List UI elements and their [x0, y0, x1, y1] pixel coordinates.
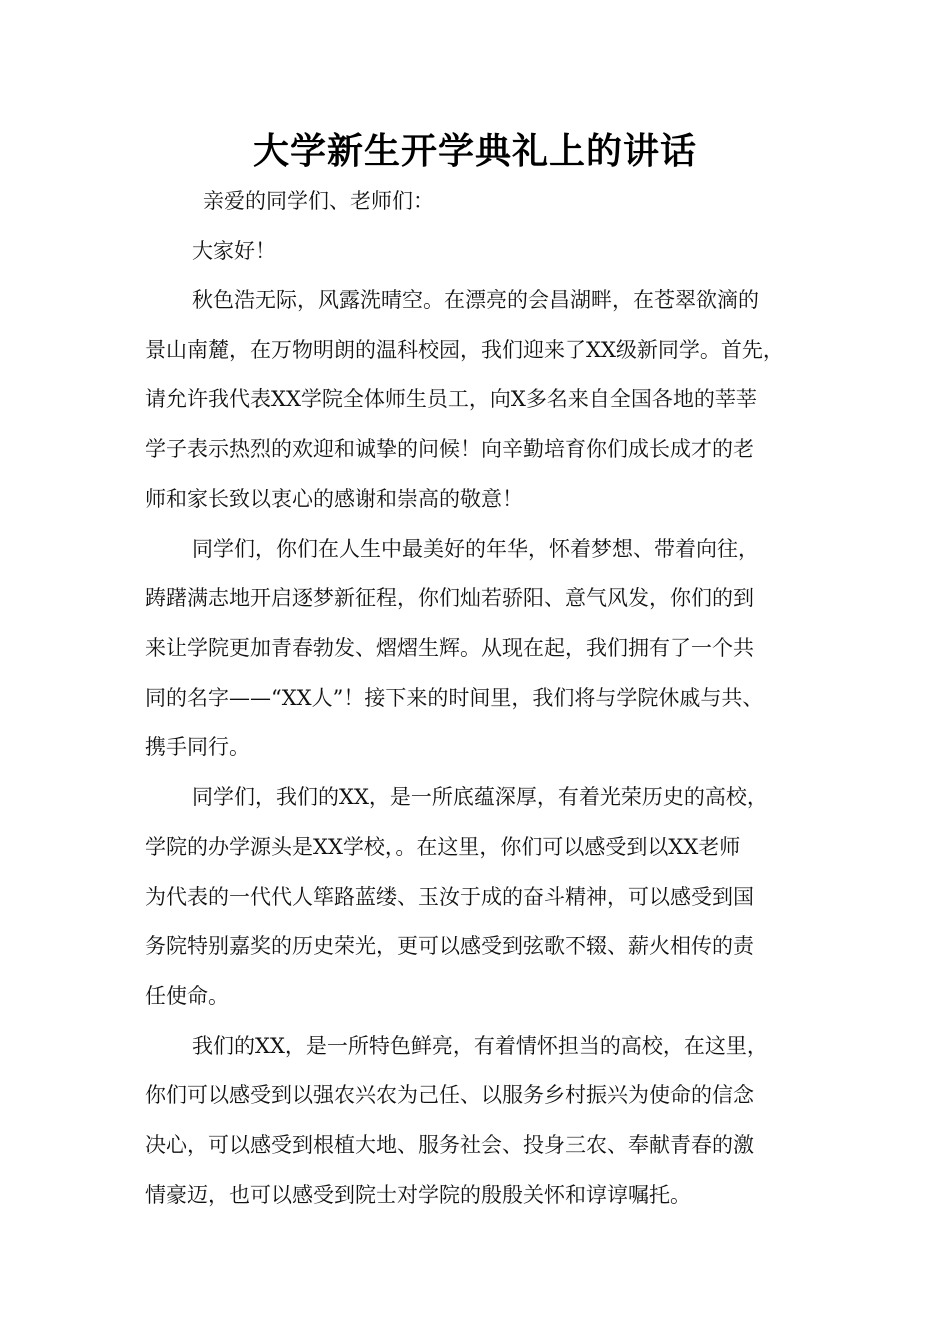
paragraph-1-line-2: 景山南麓，在万物明朗的温科校园，我们迎来了XX级新同学。首先，: [145, 338, 784, 362]
paragraph-1-line-1: 秋色浩无际，风露洗晴空。在漂亮的会昌湖畔，在苍翠欲滴的: [192, 288, 759, 312]
paragraph-4-line-1: 我们的XX，是一所特色鲜亮，有着情怀担当的高校，在这里，: [192, 1034, 768, 1058]
paragraph-1-line-3: 请允许我代表XX学院全体师生员工，向X多名来自全国各地的莘莘: [145, 387, 757, 411]
paragraph-1-line-5: 师和家长致以衷心的感谢和崇高的敬意！: [145, 487, 523, 511]
paragraph-2-line-1: 同学们，你们在人生中最美好的年华，怀着梦想、带着向往，: [192, 537, 759, 561]
paragraph-2-line-4: 同的名字——“XX人”！接下来的时间里，我们将与学院休戚与共、: [145, 686, 764, 710]
paragraph-2-line-5: 携手同行。: [145, 735, 250, 759]
paragraph-4-line-4: 情豪迈，也可以感受到院士对学院的殷殷关怀和谆谆嘱托。: [145, 1183, 691, 1207]
greeting: 大家好！: [192, 239, 276, 263]
paragraph-1-line-4: 学子表示热烈的欢迎和诚挚的问候！向辛勤培育你们成长成才的老: [145, 437, 754, 461]
paragraph-3-line-4: 务院特别嘉奖的历史荣光，更可以感受到弦歌不辍、薪火相传的责: [145, 934, 754, 958]
paragraph-3-line-5: 任使命。: [145, 984, 229, 1008]
paragraph-4-line-3: 决心，可以感受到根植大地、服务社会、投身三农、奉献青春的激: [145, 1133, 754, 1157]
paragraph-2-line-3: 来让学院更加青春勃发、熠熠生辉。从现在起，我们拥有了一个共: [145, 636, 754, 660]
document-title: 大学新生开学典礼上的讲话: [252, 131, 697, 172]
paragraph-3-line-1: 同学们，我们的XX，是一所底蕴深厚，有着光荣历史的高校，: [192, 785, 768, 809]
salutation: 亲爱的同学们、老师们：: [203, 189, 434, 213]
paragraph-3-line-3: 为代表的一代代人筚路蓝缕、玉汝于成的奋斗精神，可以感受到国: [145, 885, 754, 909]
paragraph-2-line-2: 踌躇满志地开启逐梦新征程，你们灿若骄阳、意气风发，你们的到: [145, 586, 754, 610]
paragraph-3-line-2: 学院的办学源头是XX学校，。在这里，你们可以感受到以XX老师: [145, 835, 741, 859]
paragraph-4-line-2: 你们可以感受到以强农兴农为己任、以服务乡村振兴为使命的信念: [145, 1083, 754, 1107]
